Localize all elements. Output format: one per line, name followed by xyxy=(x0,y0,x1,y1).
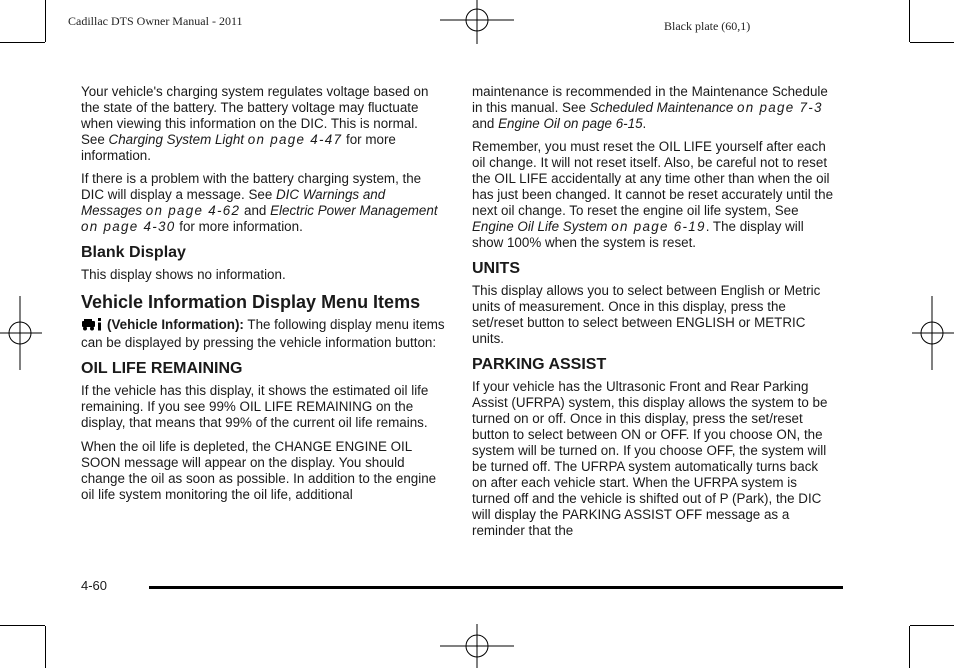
reset-oil-paragraph: Remember, you must reset the OIL LIFE yourself after each oil change. It will not reset itself. Also, be careful not to reset the OIL LIFE accidentally at any time other than when the oil has just been changed. It cannot be reset accurately until the next oil change. To reset the engine oil life system, See Engine Oil Life System on page 6-19. The display will show 100% when the system is reset. xyxy=(472,139,834,250)
crop-mark xyxy=(45,626,46,668)
crop-mark xyxy=(910,625,954,626)
crop-mark xyxy=(910,42,954,43)
oil-life-paragraph-1: If the vehicle has this display, it shows the estimated oil life remaining. If you see 99% OIL LIFE REMAINING on the display, that means that 99% of the current oil life remains. xyxy=(81,383,429,430)
registration-mark-icon xyxy=(0,296,42,370)
crop-mark xyxy=(909,626,910,668)
cross-reference[interactable]: Scheduled Maintenance on page 7-3 xyxy=(589,100,823,115)
registration-mark-icon xyxy=(440,624,514,668)
charging-paragraph: Your vehicle's charging system regulates voltage based on the state of the battery. The battery voltage may fluctuate when viewing this information on the DIC. This is normal. See Charging System Light on page 4-47 for more information. xyxy=(81,84,429,163)
page-number: 4-60 xyxy=(81,578,108,593)
plate-label: Black plate (60,1) xyxy=(664,19,751,33)
oil-life-heading: OIL LIFE REMAINING xyxy=(81,360,243,377)
vehicle-info-paragraph: (Vehicle Information): The following display menu items can be displayed by pressing the vehicle information button: xyxy=(81,317,445,350)
blank-display-text: This display shows no information. xyxy=(81,267,286,282)
document-title: Cadillac DTS Owner Manual - 2011 xyxy=(68,14,243,28)
cross-reference[interactable]: Electric Power Management on page 4-30 xyxy=(81,203,438,234)
blank-display-heading: Blank Display xyxy=(81,244,186,261)
registration-mark-icon xyxy=(912,296,954,370)
maintenance-paragraph: maintenance is recommended in the Maintenance Schedule in this manual. See Scheduled Maintenance on page 7-3 and Engine Oil on page 6-15. xyxy=(472,84,828,131)
crop-mark xyxy=(0,42,45,43)
units-text: This display allows you to select between English or Metric units of measurement. Once in this display, press the set/reset button to select between ENGLISH or METRIC units. xyxy=(472,283,821,346)
crop-mark xyxy=(45,0,46,42)
footer-rule xyxy=(149,586,843,589)
registration-mark-icon xyxy=(440,0,514,44)
crop-mark xyxy=(0,625,45,626)
crop-mark xyxy=(909,0,910,42)
parking-assist-text: If your vehicle has the Ultrasonic Front and Rear Parking Assist (UFRPA) system, this display allows the system to be turned on or off. Once in this display, press the set/reset button to select between ON or OFF. If you choose ON, the system will be turned on. If you choose OFF, the system will be turned off. The UFRPA system automatically turns back on after each vehicle start. When the UFRPA system is turned off and the vehicle is shifted out of P (Park), the DIC will display the PARKING ASSIST OFF message as a reminder that the xyxy=(472,379,828,538)
left-column xyxy=(81,84,445,511)
cross-reference[interactable]: Charging System Light on page 4-47 xyxy=(108,132,343,147)
units-heading: UNITS xyxy=(472,260,520,277)
battery-problem-paragraph: If there is a problem with the battery charging system, the DIC will display a message. See DIC Warnings and Messages on page 4-62 and Electric Power Management on page 4-30 for more information. xyxy=(81,171,438,234)
parking-assist-heading: PARKING ASSIST xyxy=(472,356,607,373)
cross-reference[interactable]: Engine Oil on page 6-15 xyxy=(498,116,643,131)
right-column xyxy=(472,84,836,547)
cross-reference[interactable]: Engine Oil Life System on page 6-19 xyxy=(472,219,706,234)
cross-reference[interactable]: DIC Warnings and Messages on page 4-62 xyxy=(81,187,386,218)
vehicle-info-menu-heading: Vehicle Information Display Menu Items xyxy=(81,292,421,312)
oil-life-paragraph-2: When the oil life is depleted, the CHANGE ENGINE OIL SOON message will appear on the display. You should change the oil as soon as possible. In addition to the engine oil life system monitoring the oil life, additional xyxy=(81,439,437,502)
vehicle-information-icon xyxy=(81,318,105,335)
